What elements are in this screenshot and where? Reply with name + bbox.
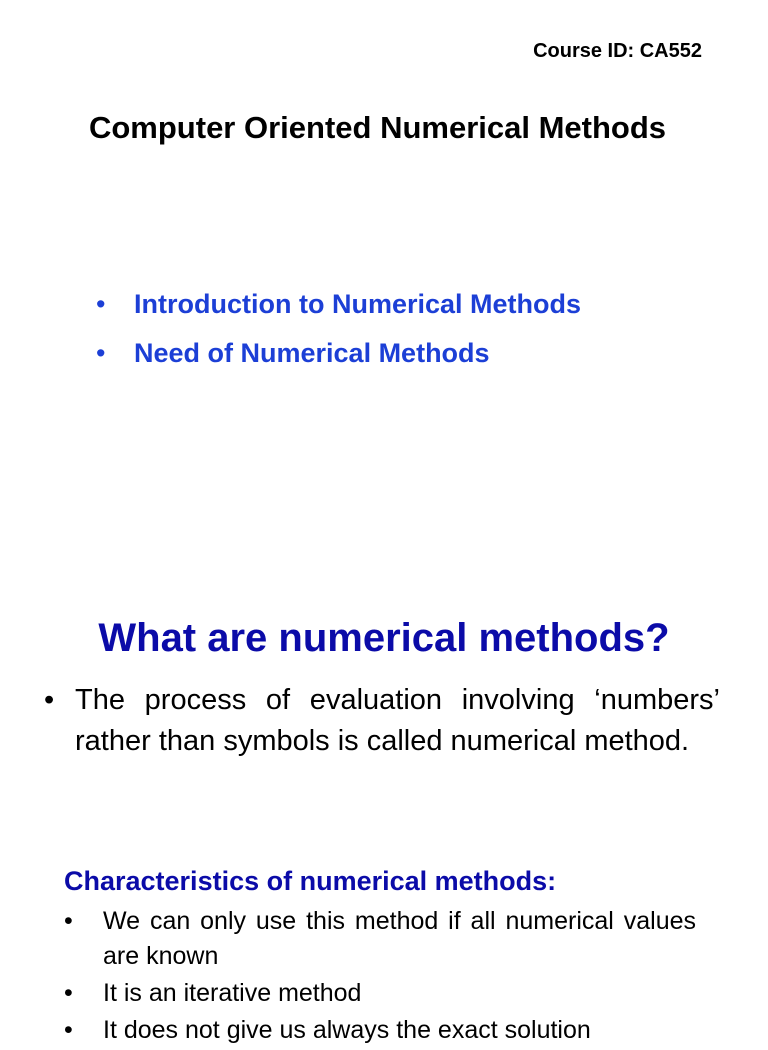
list-item: [64, 904, 696, 974]
list-item: [64, 976, 696, 1011]
slide-definition: [0, 580, 768, 1044]
definition-text: The process of evaluation involving ‘numbers’ rather than symbols is called numerical method.: [75, 684, 720, 757]
bullet-icon: •: [64, 979, 73, 1007]
topic-list: [96, 280, 581, 378]
topic-item: [96, 329, 581, 378]
characteristics-heading: Characteristics of numerical methods:: [64, 866, 557, 896]
characteristic-text: We can only use this method if all numerical values are known: [103, 907, 696, 970]
bullet-icon: •: [44, 684, 55, 716]
slide-title: Computer Oriented Numerical Methods: [88, 110, 667, 145]
bullet-icon: •: [64, 1016, 73, 1044]
slide-heading: What are numerical methods?: [98, 616, 670, 660]
topic-item: [96, 280, 581, 329]
bullet-icon: •: [96, 338, 106, 368]
definition-paragraph: [44, 680, 720, 762]
bullet-icon: •: [64, 907, 73, 935]
characteristic-text: It does not give us always the exact solution: [103, 1016, 591, 1044]
characteristic-text: It is an iterative method: [103, 979, 362, 1007]
topic-label: Introduction to Numerical Methods: [134, 289, 582, 319]
characteristics-list: [64, 904, 696, 1050]
course-id: Course ID: CA552: [533, 40, 702, 62]
topic-label: Need of Numerical Methods: [134, 338, 490, 368]
list-item: [64, 1013, 696, 1048]
bullet-icon: •: [96, 289, 106, 319]
